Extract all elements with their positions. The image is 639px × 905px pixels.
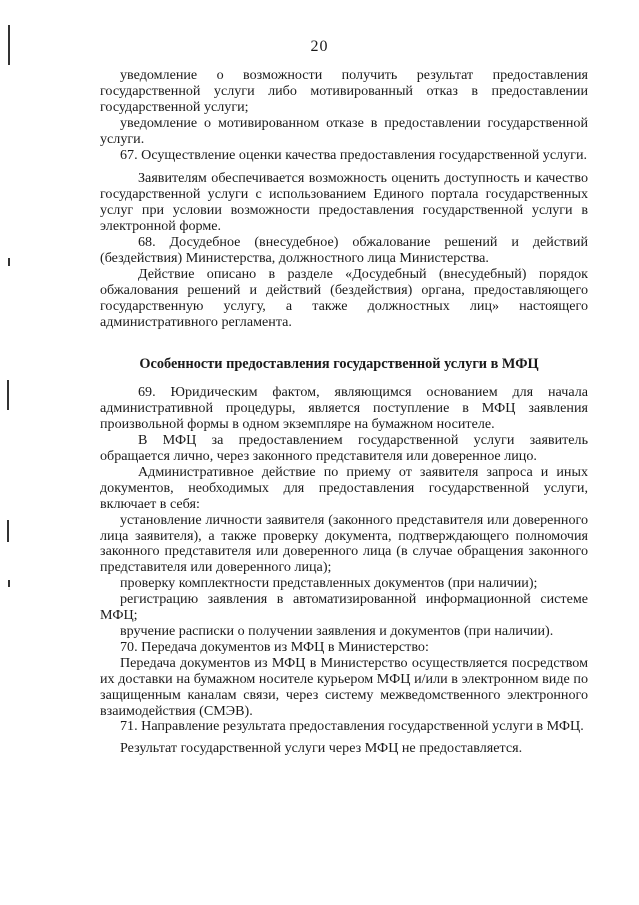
paragraph: 69. Юридическим фактом, являющимся основанием для начала административной процедуры, является поступление в МФЦ заявления произвольной формы в одном экземпляре на бумажном носителе. [100,384,588,433]
paragraph: Заявителям обеспечивается возможность оценить доступность и качество государственной услуги с использованием Единого портала государственных услуг при условии возможности предоставления государственной услуги в электронной форме. [100,170,588,235]
paragraph: В МФЦ за предоставлением государственной услуги заявитель обращается лично, через законного представителя или доверенное лицо. [100,432,588,465]
scan-edge-mark [7,380,9,410]
paragraph: 68. Досудебное (внесудебное) обжалование решений и действий (бездействия) Министерства, должностного лица Министерства. [100,234,588,266]
paragraph: 70. Передача документов из МФЦ в Министерство: [120,638,429,655]
paragraph: Действие описано в разделе «Досудебный (внесудебный) порядок обжалования решений и действий (бездействия) органа, предоставляющего государственную услугу, а также должностных лиц» настоящего административного регламента. [100,265,588,330]
document-body [100,68,588,757]
scan-edge-mark [8,580,10,587]
paragraph: уведомление о мотивированном отказе в предоставлении государственной услуги. [100,114,588,147]
paragraph: Результат государственной услуги через МФЦ не предоставляется. [120,740,523,757]
paragraph: Административное действие по приему от заявителя запроса и иных документов, необходимых для предоставления государственной услуги, включает в себя: [100,463,588,512]
list-item: вручение расписки о получении заявления и документов (при наличии). [120,623,554,639]
section-heading: Особенности предоставления государственной услуги в МФЦ [139,355,539,372]
paragraph: 71. Направление результата предоставления государственной услуги в МФЦ. [120,718,584,735]
list-item: установление личности заявителя (законного представителя или доверенного лица заявителя), а также проверку документа, подтверждающего полномочия законного представителя или доверенного лица (в случае обращения законного представителя или доверенного лица); [100,511,588,576]
page-number: 20 [310,38,329,55]
list-item: регистрацию заявления в автоматизированной информационной системе МФЦ; [100,591,588,624]
paragraph: 67. Осуществление оценки качества предоставления государственной услуги. [120,146,588,163]
list-item: проверку комплектности представленных документов (при наличии); [120,575,538,592]
paragraph: уведомление о возможности получить результат предоставления государственной услуги либо мотивированный отказ в предоставлении государственной услуги; [100,67,588,115]
scan-edge-mark [8,258,10,266]
paragraph: Передача документов из МФЦ в Министерство осуществляется посредством их доставки на бумажном носителе курьером МФЦ и/или в электронном виде по защищенным каналам связи, через систему межведомственного электронного взаимодействия (СМЭВ). [100,654,588,719]
scan-edge-mark [7,520,9,542]
